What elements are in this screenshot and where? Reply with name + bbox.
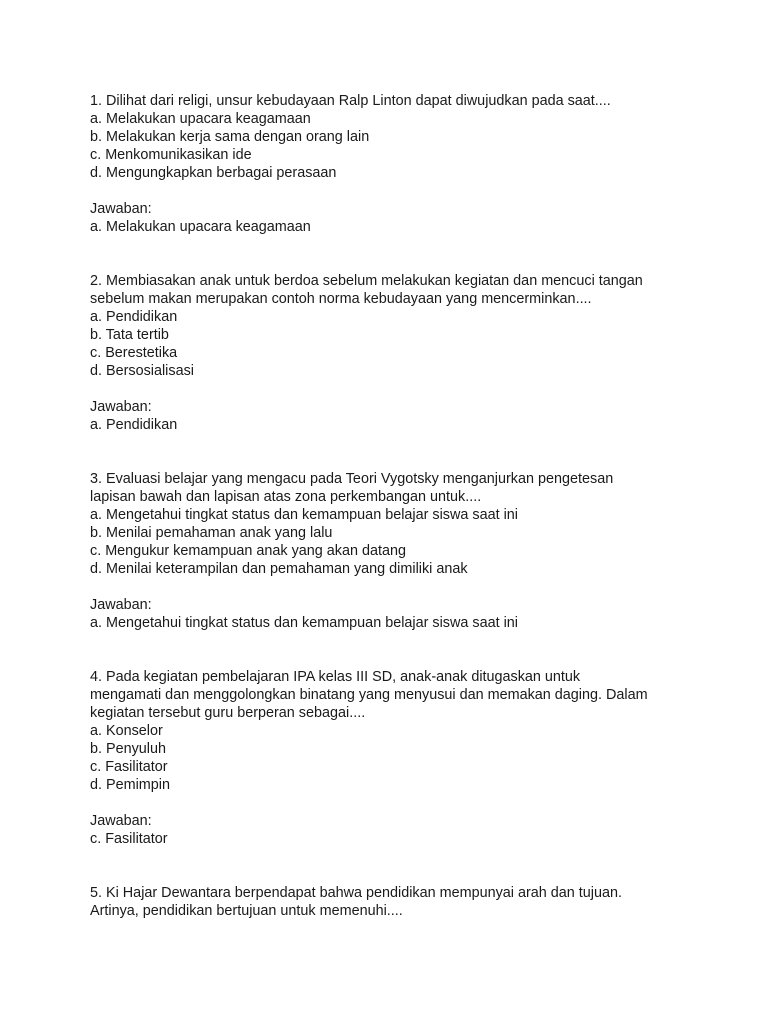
option-c: c. Menkomunikasikan ide [90,147,252,163]
question-text: 1. Dilihat dari religi, unsur kebudayaan Ralp Linton dapat diwujudkan pada saat.... [90,93,611,109]
option-b: b. Melakukan kerja sama dengan orang lain [90,129,370,145]
question-text: 2. Membiasakan anak untuk berdoa sebelum melakukan kegiatan dan mencuci tangan [90,273,643,289]
question-text: 5. Ki Hajar Dewantara berpendapat bahwa pendidikan mempunyai arah dan tujuan. [90,885,623,901]
answer-text: a. Pendidikan [90,417,178,433]
option-a: a. Konselor [90,723,163,739]
option-d: d. Menilai keterampilan dan pemahaman yang dimiliki anak [90,561,468,577]
option-b: b. Menilai pemahaman anak yang lalu [90,525,333,541]
option-d: d. Bersosialisasi [90,363,194,379]
answer-block [90,596,690,632]
option-a: a. Melakukan upacara keagamaan [90,111,311,127]
question-3 [90,470,690,632]
option-b: b. Penyuluh [90,741,167,757]
option-d: d. Mengungkapkan berbagai perasaan [90,165,337,181]
answer-label: Jawaban: [90,201,152,217]
answer-label: Jawaban: [90,597,152,613]
question-text: 4. Pada kegiatan pembelajaran IPA kelas III SD, anak-anak ditugaskan untuk [90,669,581,685]
answer-block [90,200,690,236]
answer-block [90,812,690,848]
question-text: mengamati dan menggolongkan binatang yang menyusui dan memakan daging. Dalam [90,687,648,703]
question-1 [90,92,690,236]
answer-label: Jawaban: [90,813,152,829]
answer-text: a. Mengetahui tingkat status dan kemampuan belajar siswa saat ini [90,615,518,631]
question-4 [90,668,690,848]
question-text: lapisan bawah dan lapisan atas zona perkembangan untuk.... [90,489,482,505]
option-c: c. Fasilitator [90,759,168,775]
answer-text: c. Fasilitator [90,831,168,847]
question-text: sebelum makan merupakan contoh norma kebudayaan yang mencerminkan.... [90,291,592,307]
option-c: c. Mengukur kemampuan anak yang akan datang [90,543,406,559]
question-text: Artinya, pendidikan bertujuan untuk memenuhi.... [90,903,403,919]
answer-text: a. Melakukan upacara keagamaan [90,219,311,235]
option-a: a. Mengetahui tingkat status dan kemampuan belajar siswa saat ini [90,507,518,523]
option-b: b. Tata tertib [90,327,169,343]
answer-block [90,398,690,434]
answer-label: Jawaban: [90,399,152,415]
option-c: c. Berestetika [90,345,178,361]
question-text: 3. Evaluasi belajar yang mengacu pada Teori Vygotsky menganjurkan pengetesan [90,471,614,487]
question-text: kegiatan tersebut guru berperan sebagai.... [90,705,366,721]
document-page [90,92,690,920]
question-5 [90,884,690,920]
option-d: d. Pemimpin [90,777,170,793]
option-a: a. Pendidikan [90,309,178,325]
question-2 [90,272,690,434]
